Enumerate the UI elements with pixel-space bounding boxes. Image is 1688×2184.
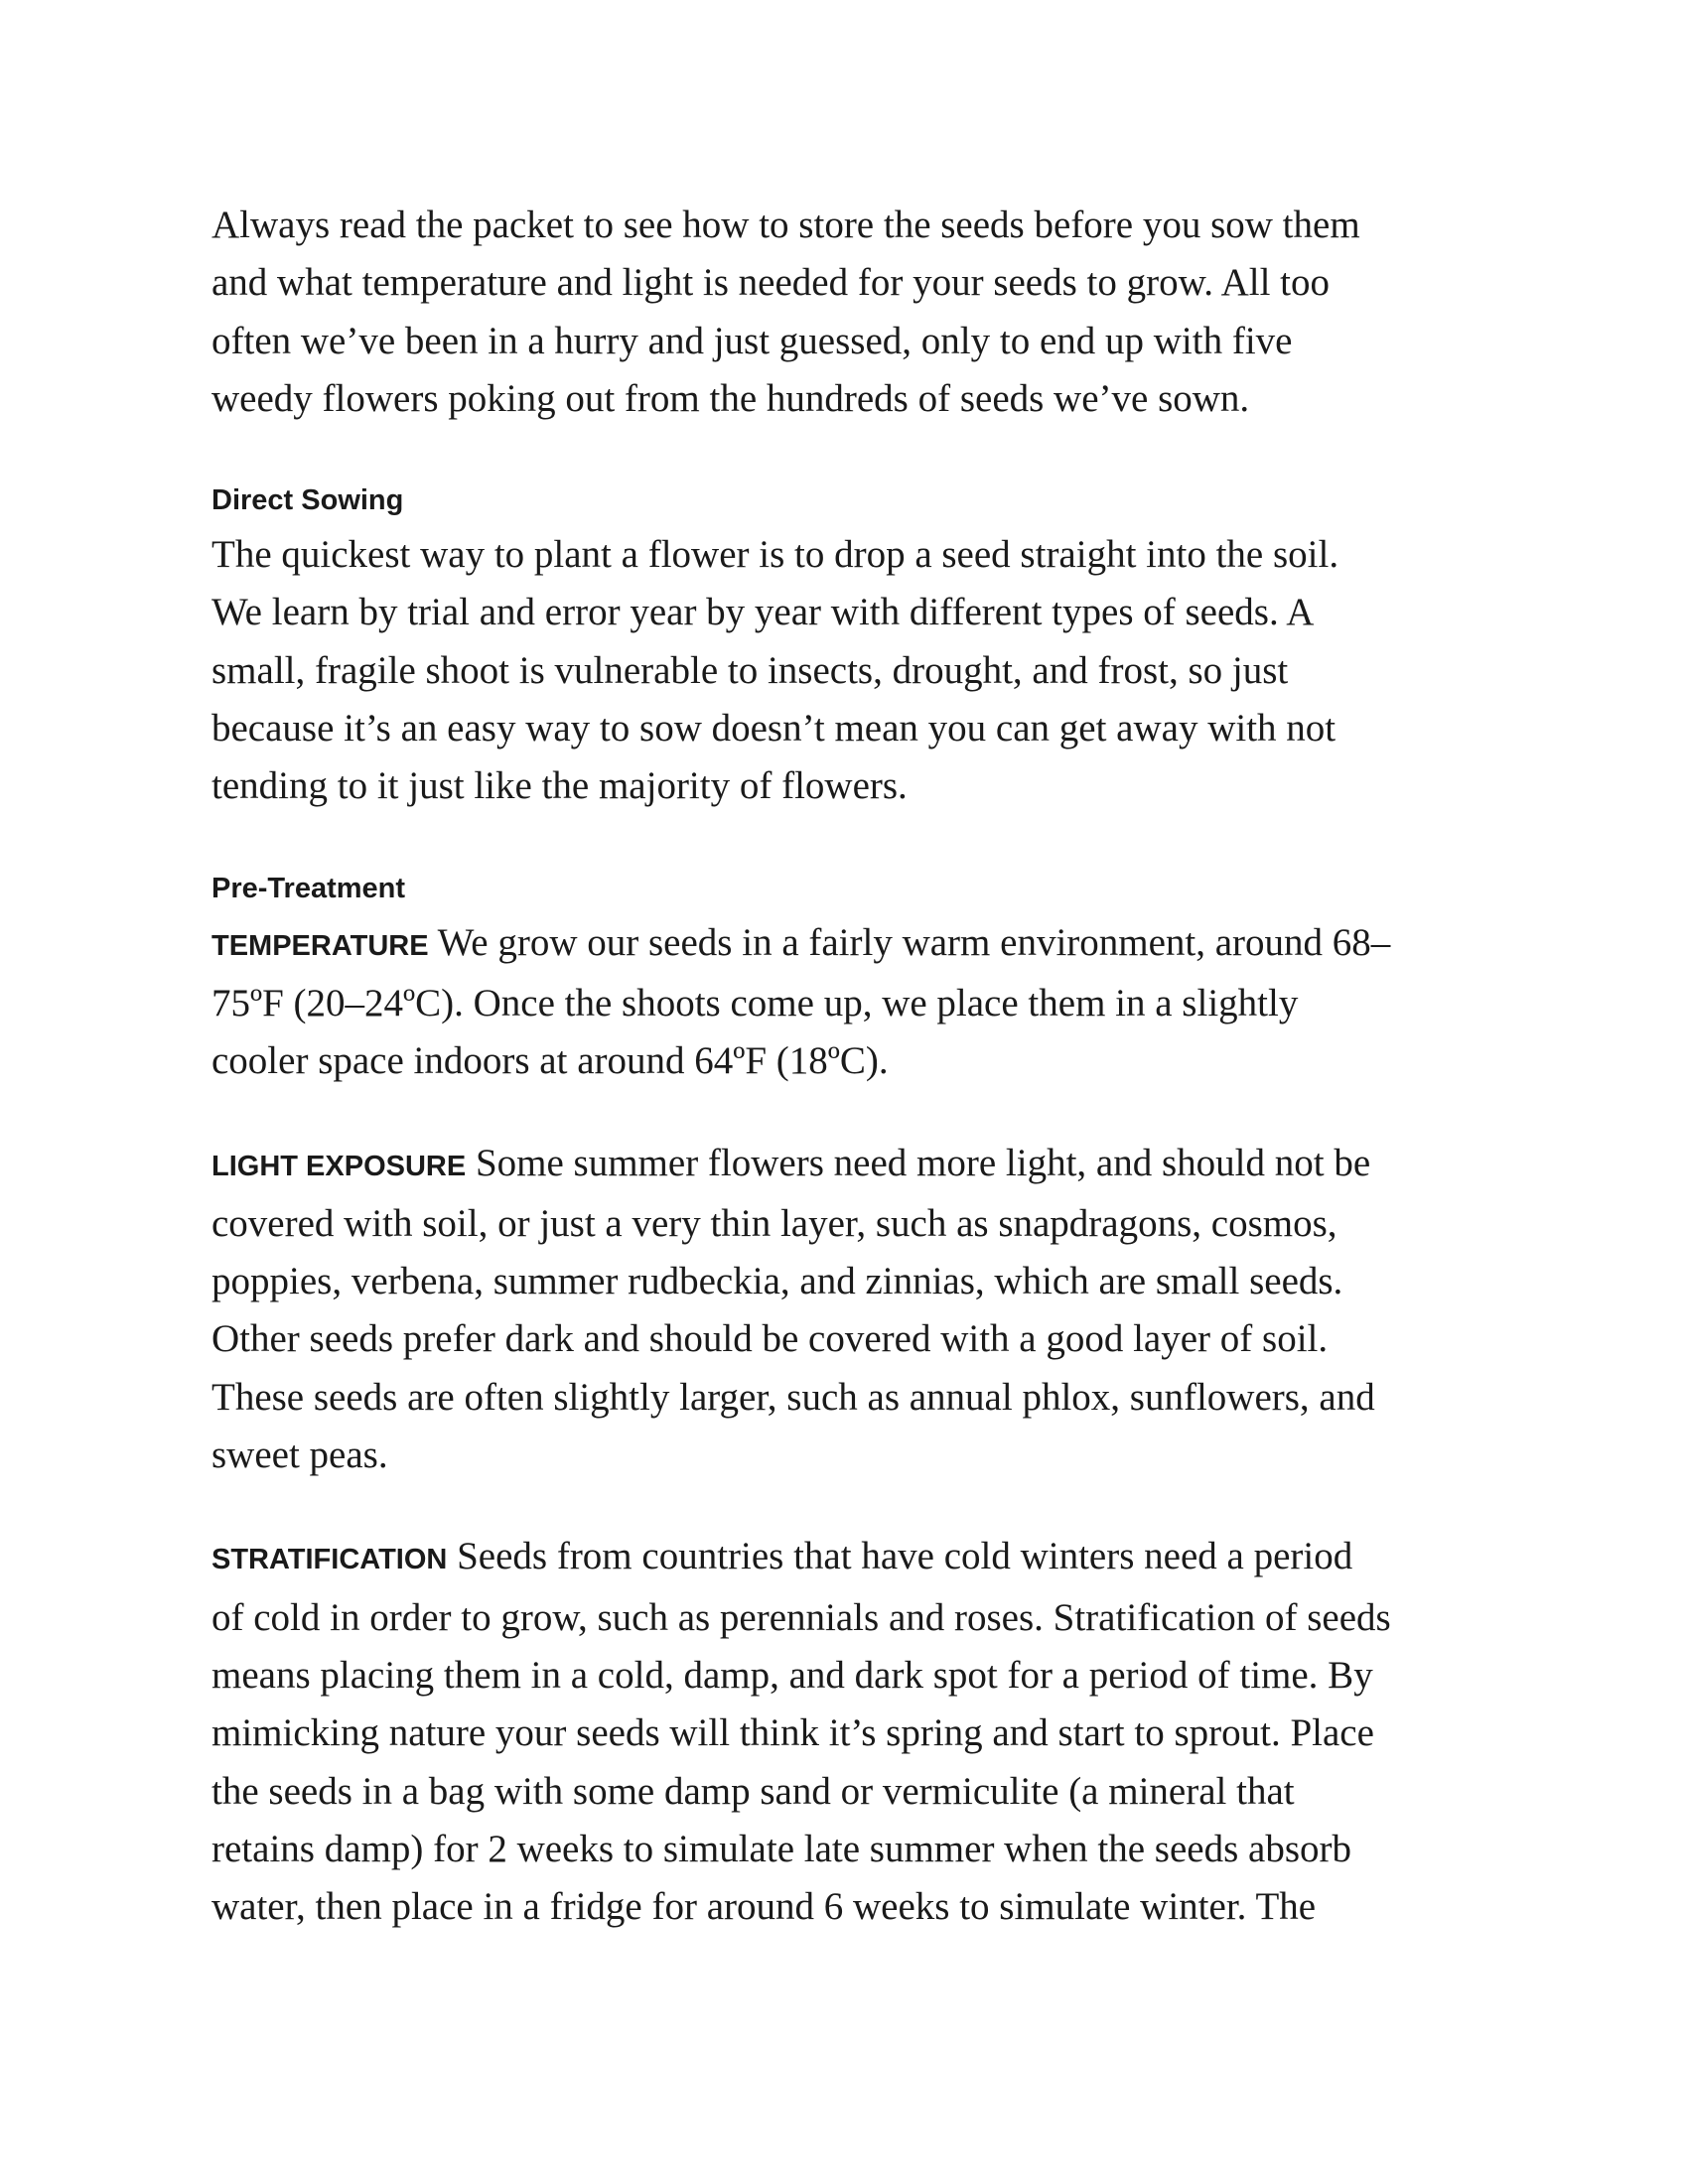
light-exposure-paragraph (211, 1135, 1492, 1485)
temperature-text: We grow our seeds in a fairly warm environment, around 68– 75ºF (20–24ºC). Once the shoots come up, we place them in a slightly cooler space indoors at around 64ºF (18ºC). (211, 920, 1391, 1083)
stratification-text: Seeds from countries that have cold winters need a period of cold in order to grow, such as perennials and roses. Stratification of seeds means placing them in a cold, damp, and dark spot for a period of time. By mimicking nature your seeds will think it’s spring and start to sprout. Place the seeds in a bag with some damp sand or vermiculite (a mineral that retains damp) for 2 weeks to simulate late summer when the seeds absorb water, then place in a fridge for around 6 weeks to simulate winter. The (211, 1535, 1391, 1929)
intro-paragraph: Always read the packet to see how to store the seeds before you sow them and what temperature and light is needed for your seeds to grow. All too often we’ve been in a hurry and just guessed, only to end up with five weedy flowers poking out from the hundreds of seeds we’ve sown. (211, 204, 1360, 420)
temperature-label: TEMPERATURE (211, 929, 429, 962)
stratification-paragraph (211, 1528, 1492, 1936)
direct-sowing-paragraph: The quickest way to plant a flower is to drop a seed straight into the soil. We learn by trial and error year by year with different types of seeds. A small, fragile shoot is vulnerable to insects, drought, and frost, so just because it’s an easy way to sow doesn’t mean you can get away with not tending to it just like the majority of flowers. (211, 533, 1339, 808)
temperature-paragraph (211, 914, 1492, 1091)
document-page (211, 197, 1492, 1936)
section-heading-direct-sowing: Direct Sowing (211, 484, 404, 517)
light-exposure-text: Some summer flowers need more light, and should not be covered with soil, or just a very thin layer, such as snapdragons, cosmos, poppies, verbena, summer rudbeckia, and zinnias, which are small seeds. Other seeds prefer dark and should be covered with a good layer of soil. These seeds are often slightly larger, such as annual phlox, sunflowers, and sweet peas. (211, 1141, 1375, 1477)
stratification-label: STRATIFICATION (211, 1544, 448, 1576)
section-heading-pre-treatment: Pre-Treatment (211, 872, 406, 904)
light-exposure-label: LIGHT EXPOSURE (211, 1150, 467, 1182)
